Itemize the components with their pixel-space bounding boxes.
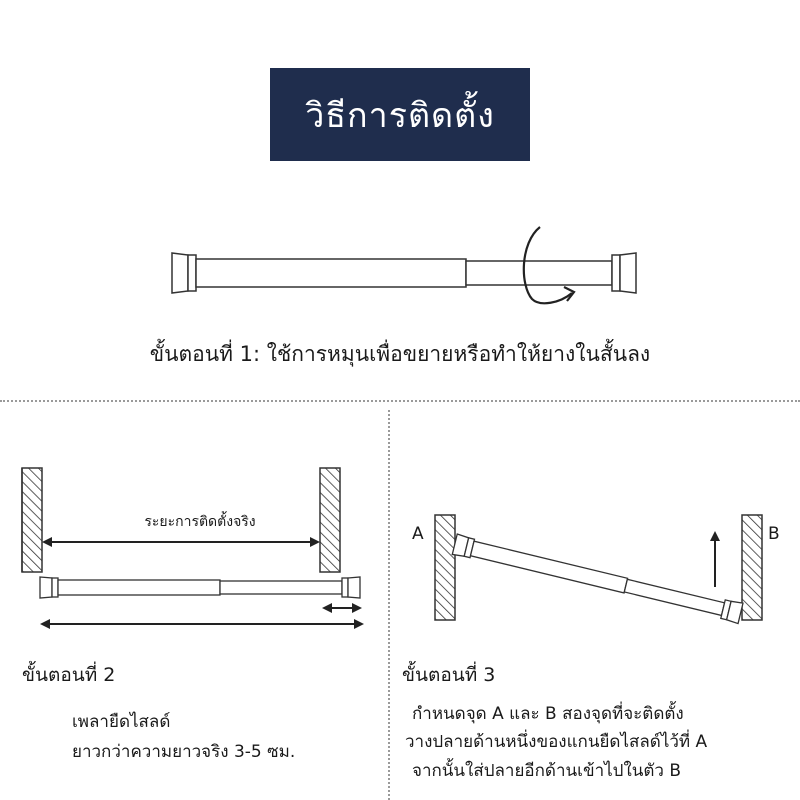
step2-line1: เพลายืดไสลด์ bbox=[72, 712, 171, 732]
install-width-label: ระยะการติดตั้งจริง bbox=[144, 514, 256, 530]
wall-a bbox=[435, 515, 455, 620]
page-title: วิธีการติดตั้ง bbox=[270, 68, 530, 161]
step2-heading: ขั้นตอนที่ 2 bbox=[22, 664, 116, 686]
step3-illustration bbox=[400, 505, 800, 630]
horizontal-divider bbox=[0, 400, 800, 402]
tilted-rod bbox=[452, 534, 743, 624]
step2-line2: ยาวกว่าความยาวจริง 3-5 ซม. bbox=[72, 742, 296, 762]
step1-rod-illustration bbox=[160, 215, 660, 315]
step1-instruction: ขั้นตอนที่ 1: ใช้การหมุนเพื่อขยายหรือทำให้ยางในสั้นลง bbox=[149, 342, 651, 366]
step3-heading: ขั้นตอนที่ 3 bbox=[402, 664, 496, 686]
rod bbox=[40, 577, 360, 598]
step3-line3: จากนั้นใส่ปลายอีกด้านเข้าไปในตัว B bbox=[412, 761, 682, 781]
right-wall bbox=[320, 468, 340, 572]
step3-line1: กำหนดจุด A และ B สองจุดที่จะติดตั้ง bbox=[412, 704, 684, 724]
point-a-label: A bbox=[412, 524, 424, 544]
vertical-divider bbox=[388, 410, 390, 800]
wall-b bbox=[742, 515, 762, 620]
step3-line2: วางปลายด้านหนึ่งของแกนยืดไสลด์ไว้ที่ A bbox=[405, 732, 708, 752]
point-b-label: B bbox=[768, 524, 780, 544]
left-wall bbox=[22, 468, 42, 572]
step2-illustration bbox=[0, 460, 388, 640]
